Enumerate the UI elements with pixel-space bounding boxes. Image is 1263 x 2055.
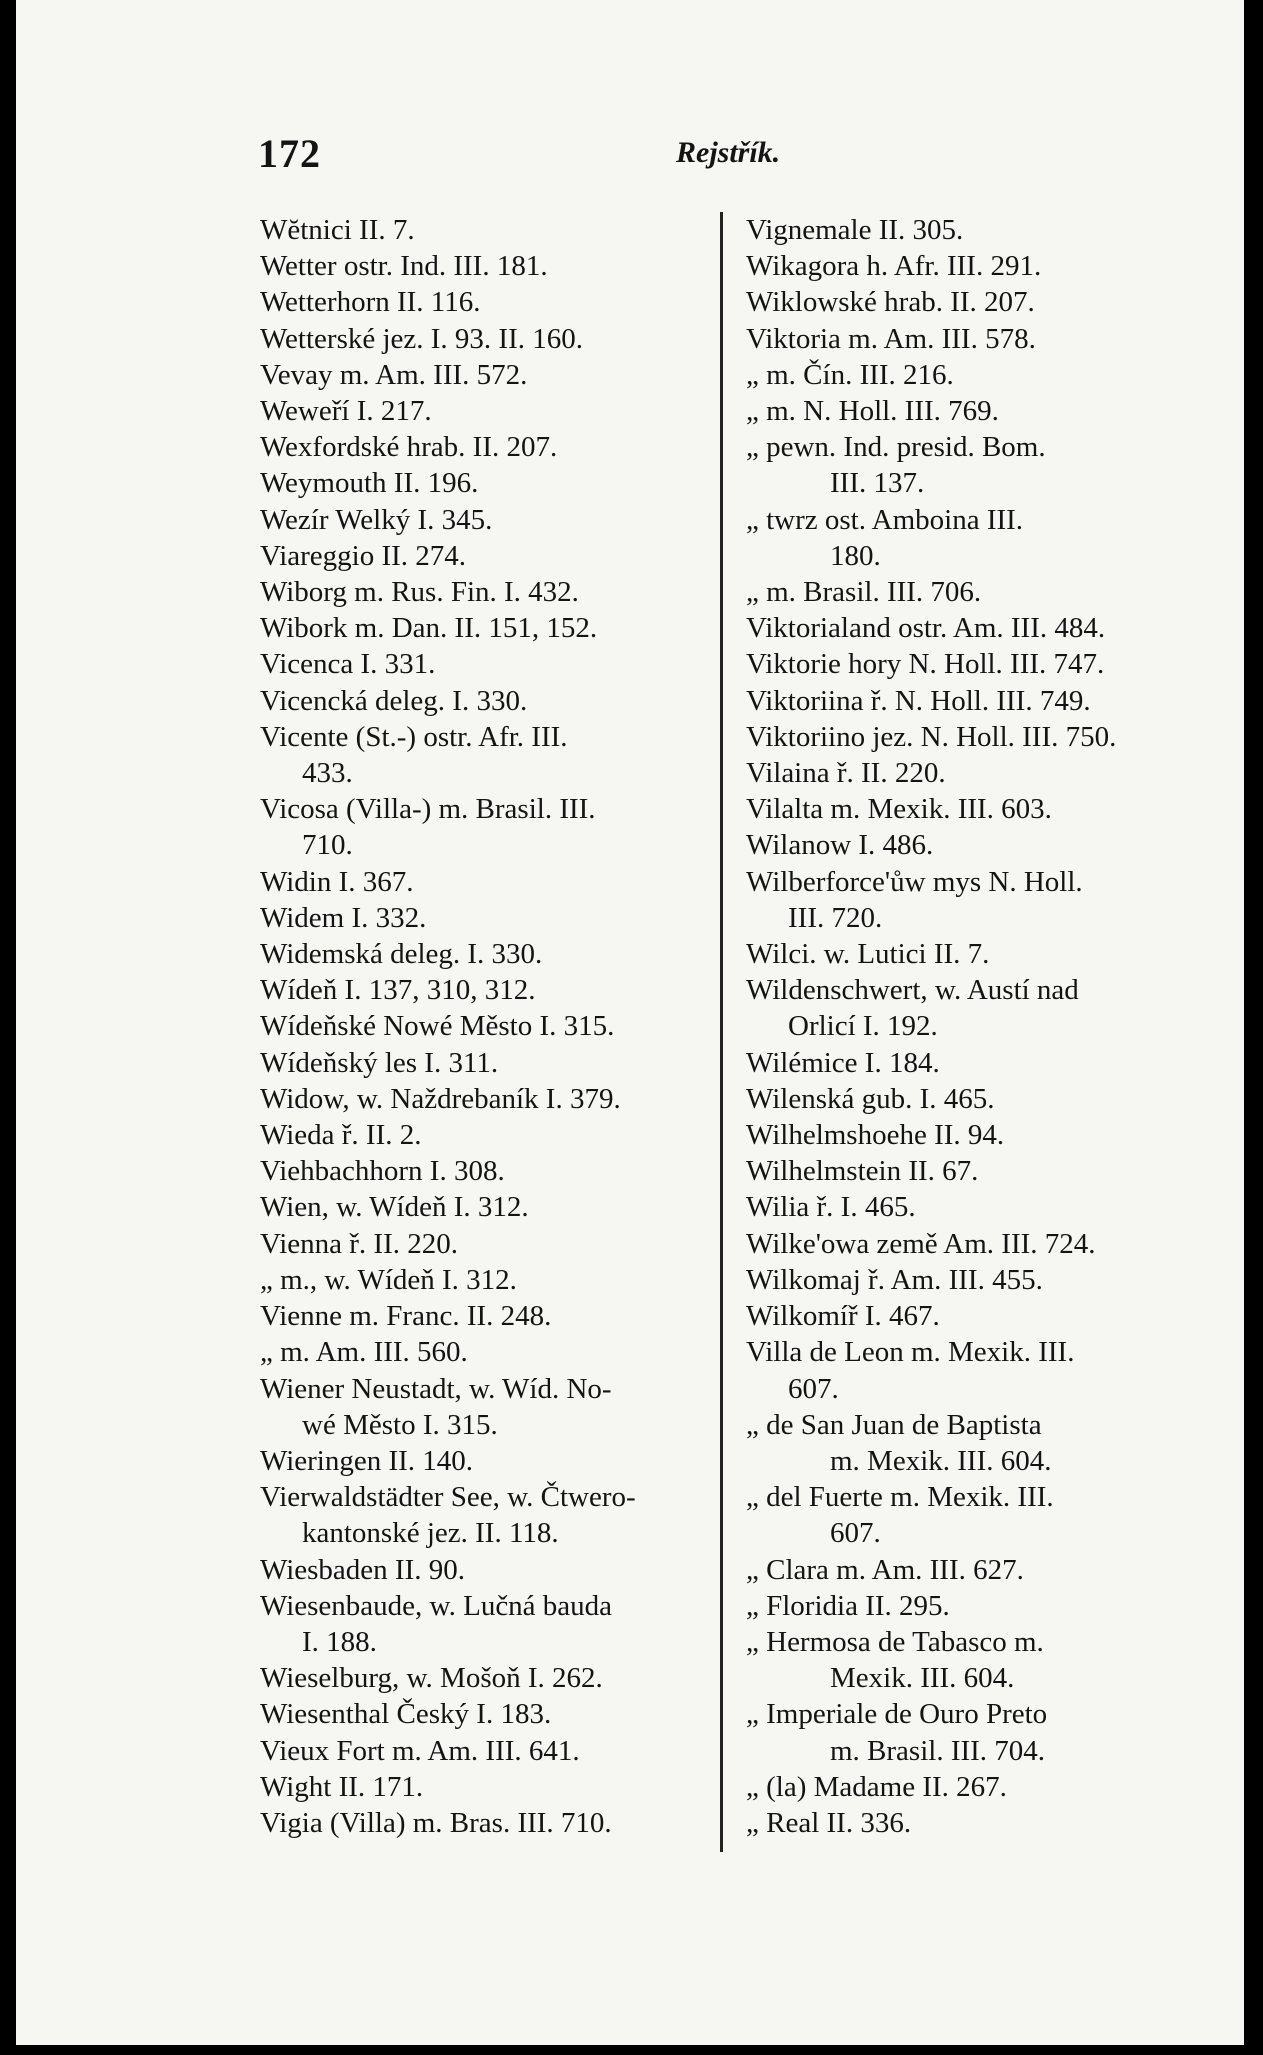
index-entry-text: „ m. Am. III. 560. bbox=[260, 1336, 468, 1369]
index-entry-continuation: m. Brasil. III. 704. bbox=[830, 1734, 1046, 1767]
index-entry bbox=[746, 1081, 1196, 1117]
index-entry-text: Vigia (Villa) m. Bras. III. 710. bbox=[260, 1806, 612, 1839]
index-entry-text: Wilémice I. 184. bbox=[746, 1046, 940, 1079]
index-entry bbox=[260, 1733, 710, 1769]
index-entry-text: Wilenská gub. I. 465. bbox=[746, 1082, 995, 1115]
page-number: 172 bbox=[258, 131, 321, 176]
index-entry bbox=[260, 1479, 710, 1551]
index-entry-text: Wídeň I. 137, 310, 312. bbox=[260, 974, 536, 1007]
index-entry-text: Wilberforce'ůw mys N. Holl. bbox=[746, 865, 1083, 898]
index-entry bbox=[260, 465, 710, 501]
index-entry bbox=[746, 1045, 1196, 1081]
index-entry bbox=[260, 1117, 710, 1153]
index-column-right bbox=[746, 212, 1196, 1841]
index-entry-text: Wetter ostr. Ind. III. 181. bbox=[260, 250, 548, 283]
index-entry-text: „ m., w. Wídeň I. 312. bbox=[260, 1263, 517, 1296]
index-entry bbox=[260, 574, 710, 610]
index-entry-text: Weymouth II. 196. bbox=[260, 467, 479, 500]
index-entry-text: „ Floridia II. 295. bbox=[746, 1589, 950, 1622]
index-entry-text: Viehbachhorn I. 308. bbox=[260, 1155, 505, 1188]
index-entry bbox=[746, 574, 1196, 610]
index-entry bbox=[746, 1298, 1196, 1334]
index-entry bbox=[260, 864, 710, 900]
index-entry bbox=[746, 1407, 1196, 1479]
index-entry bbox=[260, 393, 710, 429]
index-entry-text: Widem I. 332. bbox=[260, 901, 427, 934]
index-entry bbox=[260, 1805, 710, 1841]
index-entry-text: Wieringen II. 140. bbox=[260, 1444, 474, 1477]
index-entry-text: Viktorie hory N. Holl. III. 747. bbox=[746, 648, 1105, 681]
index-entry bbox=[260, 1696, 710, 1732]
index-entry-text: Wetterské jez. I. 93. II. 160. bbox=[260, 322, 583, 355]
running-head: Rejstřík. bbox=[676, 136, 781, 169]
index-entry bbox=[260, 284, 710, 320]
index-entry bbox=[746, 791, 1196, 827]
index-entry-text: Wieselburg, w. Mošoň I. 262. bbox=[260, 1662, 603, 1695]
index-entry-text: Wexfordské hrab. II. 207. bbox=[260, 431, 558, 464]
index-entry bbox=[746, 1189, 1196, 1225]
index-entry-text: Wetterhorn II. 116. bbox=[260, 286, 481, 319]
index-entry-continuation: III. 137. bbox=[830, 467, 925, 500]
index-entry bbox=[260, 1769, 710, 1805]
index-entry-text: Viktoriino jez. N. Holl. III. 750. bbox=[746, 720, 1117, 753]
index-entry bbox=[260, 1552, 710, 1588]
index-entry-text: Villa de Leon m. Mexik. III. bbox=[746, 1336, 1075, 1369]
index-entry bbox=[746, 1588, 1196, 1624]
index-entry-text: Vienna ř. II. 220. bbox=[260, 1227, 458, 1260]
index-entry-continuation: wé Město I. 315. bbox=[302, 1408, 498, 1441]
index-entry-continuation: Mexik. III. 604. bbox=[830, 1662, 1015, 1695]
index-entry bbox=[260, 1045, 710, 1081]
index-entry-text: „ twrz ost. Amboina III. bbox=[746, 503, 1024, 536]
index-entry bbox=[746, 1624, 1196, 1696]
index-entry-text: Vevay m. Am. III. 572. bbox=[260, 358, 528, 391]
index-entry bbox=[260, 1298, 710, 1334]
index-entry bbox=[260, 248, 710, 284]
index-entry-text: „ m. Čín. III. 216. bbox=[746, 358, 954, 391]
index-entry-text: „ Clara m. Am. III. 627. bbox=[746, 1553, 1024, 1586]
index-entry-continuation: 180. bbox=[830, 539, 881, 572]
index-entry bbox=[746, 212, 1196, 248]
index-entry-text: Vierwaldstädter See, w. Čtwero- bbox=[260, 1481, 636, 1514]
index-entry-text: Widemská deleg. I. 330. bbox=[260, 938, 543, 971]
index-entry bbox=[746, 864, 1196, 936]
index-column-left bbox=[260, 212, 710, 1841]
index-entry-text: „ del Fuerte m. Mexik. III. bbox=[746, 1481, 1054, 1514]
index-entry bbox=[746, 1153, 1196, 1189]
index-entry-text: Wiener Neustadt, w. Wíd. No- bbox=[260, 1372, 612, 1405]
index-entry-continuation: m. Mexik. III. 604. bbox=[830, 1444, 1052, 1477]
index-entry-text: Wien, w. Wídeň I. 312. bbox=[260, 1191, 529, 1224]
index-entry bbox=[746, 936, 1196, 972]
index-entry-text: „ de San Juan de Baptista bbox=[746, 1408, 1042, 1441]
index-entry-text: Wezír Welký I. 345. bbox=[260, 503, 493, 536]
index-entry-text: Wídeňský les I. 311. bbox=[260, 1046, 499, 1079]
index-entry-text: Wibork m. Dan. II. 151, 152. bbox=[260, 612, 598, 645]
index-entry-text: Wilkomaj ř. Am. III. 455. bbox=[746, 1263, 1043, 1296]
index-entry bbox=[746, 1117, 1196, 1153]
index-entry-text: Wiklowské hrab. II. 207. bbox=[746, 286, 1035, 319]
index-entry bbox=[260, 429, 710, 465]
index-entry bbox=[746, 429, 1196, 501]
index-entry-text: Vienne m. Franc. II. 248. bbox=[260, 1300, 552, 1333]
index-entry-text: Vicencká deleg. I. 330. bbox=[260, 684, 528, 717]
index-entry bbox=[260, 1153, 710, 1189]
index-entry-text: Wilke'owa země Am. III. 724. bbox=[746, 1227, 1096, 1260]
index-entry bbox=[260, 321, 710, 357]
index-entry bbox=[746, 1552, 1196, 1588]
index-entry bbox=[746, 393, 1196, 429]
index-entry bbox=[746, 284, 1196, 320]
index-entry bbox=[746, 321, 1196, 357]
index-entry bbox=[746, 1805, 1196, 1841]
index-entry bbox=[260, 1226, 710, 1262]
index-entry bbox=[746, 683, 1196, 719]
index-entry-text: Vilalta m. Mexik. III. 603. bbox=[746, 793, 1052, 826]
index-entry-text: Weweří I. 217. bbox=[260, 395, 432, 428]
index-entry bbox=[260, 610, 710, 646]
index-entry-text: Wilci. w. Lutici II. 7. bbox=[746, 938, 990, 971]
index-entry-text: Widin I. 367. bbox=[260, 865, 414, 898]
index-entry-text: Viktorialand ostr. Am. III. 484. bbox=[746, 612, 1106, 645]
index-entry bbox=[746, 646, 1196, 682]
index-entry bbox=[260, 646, 710, 682]
index-entry-text: „ Imperiale de Ouro Preto bbox=[746, 1698, 1048, 1731]
index-entry bbox=[260, 972, 710, 1008]
index-entry bbox=[746, 1696, 1196, 1768]
index-entry bbox=[746, 827, 1196, 863]
index-entry-text: „ m. Brasil. III. 706. bbox=[746, 576, 982, 609]
index-entry bbox=[746, 1262, 1196, 1298]
index-entry bbox=[746, 357, 1196, 393]
index-entry bbox=[260, 1334, 710, 1370]
index-entry bbox=[746, 610, 1196, 646]
index-entry bbox=[746, 1226, 1196, 1262]
index-entry-continuation: 607. bbox=[830, 1517, 881, 1550]
index-entry-text: „ m. N. Holl. III. 769. bbox=[746, 395, 999, 428]
index-entry-text: Viktoriina ř. N. Holl. III. 749. bbox=[746, 684, 1091, 717]
index-entry-text: Wĕtnici II. 7. bbox=[260, 214, 415, 246]
index-entry bbox=[260, 936, 710, 972]
index-entry-text: Wikagora h. Afr. III. 291. bbox=[746, 250, 1042, 283]
index-entry-text: Wilkomíř I. 467. bbox=[746, 1300, 940, 1333]
index-entry bbox=[260, 719, 710, 791]
index-entry bbox=[746, 1479, 1196, 1551]
index-entry bbox=[260, 538, 710, 574]
index-entry-continuation: 607. bbox=[788, 1372, 839, 1405]
index-entry bbox=[746, 972, 1196, 1044]
index-entry-text: „ pewn. Ind. presid. Bom. bbox=[746, 431, 1046, 464]
index-entry-text: Vignemale II. 305. bbox=[746, 214, 964, 246]
index-entry-text: Wieda ř. II. 2. bbox=[260, 1119, 422, 1152]
index-entry bbox=[746, 248, 1196, 284]
index-entry bbox=[260, 212, 710, 248]
index-entry bbox=[746, 755, 1196, 791]
index-entry-text: Viareggio II. 274. bbox=[260, 539, 467, 572]
index-entry-text: Wiesenthal Český I. 183. bbox=[260, 1698, 552, 1731]
index-entry bbox=[260, 502, 710, 538]
index-entry bbox=[260, 1081, 710, 1117]
index-entry-text: Wight II. 171. bbox=[260, 1770, 424, 1803]
index-entry bbox=[746, 502, 1196, 574]
index-entry bbox=[746, 719, 1196, 755]
index-entry bbox=[746, 1334, 1196, 1406]
index-entry bbox=[260, 1371, 710, 1443]
index-entry bbox=[260, 1588, 710, 1660]
index-entry-text: Widow, w. Naždrebaník I. 379. bbox=[260, 1082, 621, 1115]
index-entry bbox=[260, 900, 710, 936]
index-entry bbox=[260, 1008, 710, 1044]
index-entry-text: Wiesbaden II. 90. bbox=[260, 1553, 465, 1586]
index-entry bbox=[260, 1443, 710, 1479]
index-entry-text: Viktoria m. Am. III. 578. bbox=[746, 322, 1036, 355]
book-page bbox=[16, 0, 1244, 2045]
page-header bbox=[16, 130, 1244, 180]
index-entry bbox=[260, 791, 710, 863]
index-entry-continuation: Orlicí I. 192. bbox=[788, 1010, 938, 1043]
index-entry-text: „ Hermosa de Tabasco m. bbox=[746, 1625, 1044, 1658]
index-entry bbox=[260, 1262, 710, 1298]
index-entry-text: Vicenca I. 331. bbox=[260, 648, 436, 681]
index-entry-text: Wídeňské Nowé Město I. 315. bbox=[260, 1010, 615, 1043]
index-entry-text: Wildenschwert, w. Austí nad bbox=[746, 974, 1079, 1007]
index-entry-continuation: kantonské jez. II. 118. bbox=[302, 1517, 559, 1550]
index-entry bbox=[260, 1189, 710, 1225]
index-entry bbox=[746, 1769, 1196, 1805]
index-entry-text: Wiesenbaude, w. Lučná bauda bbox=[260, 1589, 613, 1622]
index-entry-text: Wilanow I. 486. bbox=[746, 829, 934, 862]
column-divider bbox=[720, 212, 723, 1852]
index-entry bbox=[260, 357, 710, 393]
index-entry-text: Wiborg m. Rus. Fin. I. 432. bbox=[260, 576, 579, 609]
index-entry-text: Vieux Fort m. Am. III. 641. bbox=[260, 1734, 580, 1767]
index-entry-text: Wilia ř. I. 465. bbox=[746, 1191, 916, 1224]
index-entry bbox=[260, 1660, 710, 1696]
index-entry-text: Vicosa (Villa-) m. Brasil. III. bbox=[260, 793, 596, 826]
index-entry-continuation: 433. bbox=[302, 757, 353, 790]
index-entry-text: Wilhelmstein II. 67. bbox=[746, 1155, 979, 1188]
index-entry-text: „ (la) Madame II. 267. bbox=[746, 1770, 1007, 1803]
index-entry-text: Wilhelmshoehe II. 94. bbox=[746, 1119, 1005, 1152]
index-entry-continuation: 710. bbox=[302, 829, 353, 862]
index-entry bbox=[260, 683, 710, 719]
index-entry-continuation: I. 188. bbox=[302, 1625, 377, 1658]
index-entry-text: Vilaina ř. II. 220. bbox=[746, 757, 946, 790]
index-entry-text: „ Real II. 336. bbox=[746, 1806, 912, 1839]
index-entry-continuation: III. 720. bbox=[788, 901, 883, 934]
index-entry-text: Vicente (St.-) ostr. Afr. III. bbox=[260, 720, 568, 753]
